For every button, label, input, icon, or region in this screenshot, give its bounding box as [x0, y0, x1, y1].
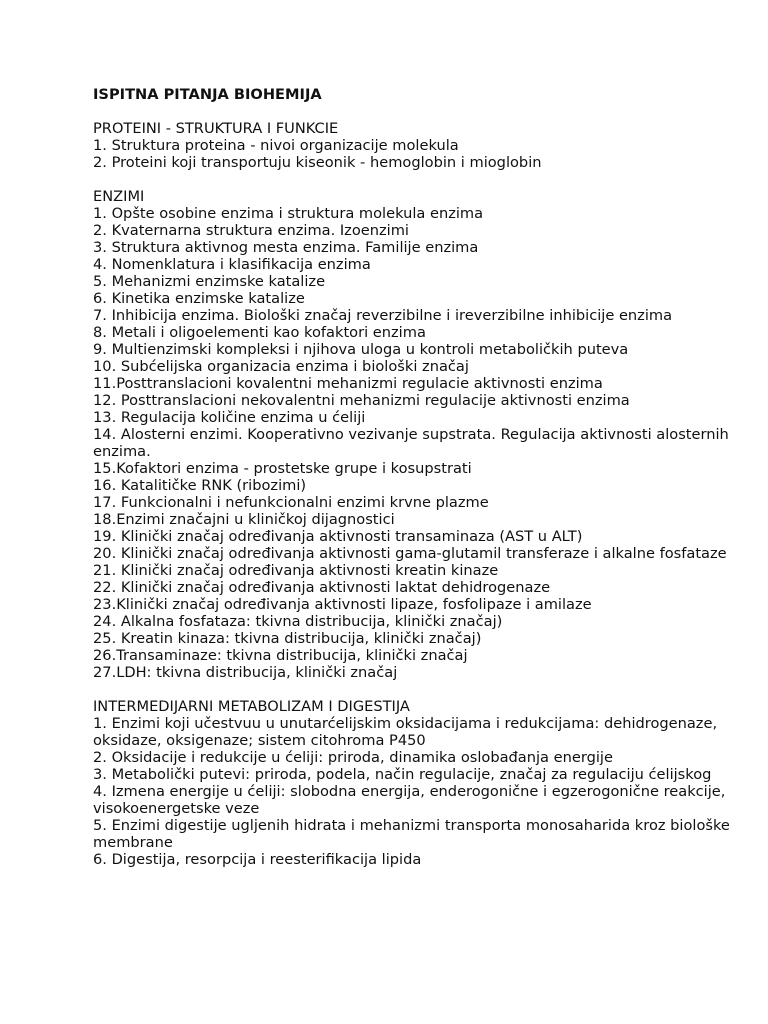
list-item: 16. Katalitičke RNK (ribozimi): [93, 477, 307, 494]
list-item: 21. Klinički značaj određivanja aktivnosti kreatin kinaze: [93, 562, 499, 579]
list-item: 6. Kinetika enzimske katalize: [93, 290, 305, 307]
list-item: 4. Nomenklatura i klasifikacija enzima: [93, 256, 371, 273]
list-item: 18.Enzimi značajni u kliničkoj dijagnostici: [93, 511, 395, 528]
list-item: 23.Klinički značaj određivanja aktivnosti lipaze, fosfolipaze i amilaze: [93, 596, 592, 613]
document-title: ISPITNA PITANJA BIOHEMIJA: [93, 86, 322, 103]
list-item: 12. Posttranslacioni nekovalentni mehanizmi regulacije aktivnosti enzima: [93, 392, 630, 409]
spacer: [93, 171, 743, 188]
section-enzimi: [93, 188, 743, 681]
list-item: 1. Struktura proteina - nivoi organizacije molekula: [93, 137, 459, 154]
list-item: 2. Proteini koji transportuju kiseonik - hemoglobin i mioglobin: [93, 154, 542, 171]
list-item: 26.Transaminaze: tkivna distribucija, klinički značaj: [93, 647, 468, 664]
list-item: 15.Kofaktori enzima - prostetske grupe i kosupstrati: [93, 460, 472, 477]
list-item: 7. Inhibicija enzima. Biološki značaj reverzibilne i ireverzibilne inhibicije enzima: [93, 307, 673, 324]
section-intermedijarni-metabolizam: [93, 698, 743, 868]
section-proteini: [93, 120, 743, 171]
list-item: 10. Subćelijska organizacia enzima i biološki značaj: [93, 358, 469, 375]
list-item: 25. Kreatin kinaza: tkivna distribucija, klinički značaj): [93, 630, 482, 647]
list-item: 27.LDH: tkivna distribucija, klinički značaj: [93, 664, 398, 681]
list-item: 13. Regulacija količine enzima u ćeliji: [93, 409, 366, 426]
list-item: 8. Metali i oligoelementi kao kofaktori enzima: [93, 324, 426, 341]
list-item: 5. Enzimi digestije ugljenih hidrata i mehanizmi transporta monosaharida kroz biološke membrane: [93, 817, 730, 851]
list-item: 2. Oksidacije i redukcije u ćeliji: priroda, dinamika oslobađanja energije: [93, 749, 613, 766]
list-item: 20. Klinički značaj određivanja aktivnosti gama-glutamil transferaze i alkalne fosfataze: [93, 545, 727, 562]
list-item: 5. Mehanizmi enzimske katalize: [93, 273, 326, 290]
list-item: 1. Enzimi koji učestvuu u unutarćelijskim oksidacijama i redukcijama: dehidrogenaze, oksidaze, oksigenaze; sistem citohroma P450: [93, 715, 718, 749]
list-item: 6. Digestija, resorpcija i reesterifikacija lipida: [93, 851, 422, 868]
list-item: 22. Klinički značaj određivanja aktivnosti laktat dehidrogenaze: [93, 579, 551, 596]
list-item: 2. Kvaternarna struktura enzima. Izoenzimi: [93, 222, 409, 239]
list-item: 24. Alkalna fosfataza: tkivna distribucija, klinički značaj): [93, 613, 503, 630]
list-item: 9. Multienzimski kompleksi i njihova uloga u kontroli metaboličkih puteva: [93, 341, 629, 358]
list-item: 17. Funkcionalni i nefunkcionalni enzimi krvne plazme: [93, 494, 489, 511]
list-item: 19. Klinički značaj određivanja aktivnosti transaminaza (AST u ALT): [93, 528, 583, 545]
section-heading: PROTEINI - STRUKTURA I FUNKCIE: [93, 120, 339, 137]
spacer: [93, 103, 743, 120]
section-heading: INTERMEDIJARNI METABOLIZAM I DIGESTIJA: [93, 698, 410, 715]
section-heading: ENZIMI: [93, 188, 145, 205]
document-page: [93, 86, 743, 868]
list-item: 4. Izmena energije u ćeliji: slobodna energija, enderogonične i egzerogonične reakcije, visokoenergetske veze: [93, 783, 726, 817]
list-item: 11.Posttranslacioni kovalentni mehanizmi regulacie aktivnosti enzima: [93, 375, 603, 392]
list-item: 14. Alosterni enzimi. Kooperativno vezivanje supstrata. Regulacija aktivnosti alosternih enzima.: [93, 426, 729, 460]
list-item: 1. Opšte osobine enzima i struktura molekula enzima: [93, 205, 484, 222]
spacer: [93, 681, 743, 698]
list-item: 3. Metabolički putevi: priroda, podela, način regulacije, značaj za regulaciju ćelijskog: [93, 766, 712, 783]
list-item: 3. Struktura aktivnog mesta enzima. Familije enzima: [93, 239, 479, 256]
